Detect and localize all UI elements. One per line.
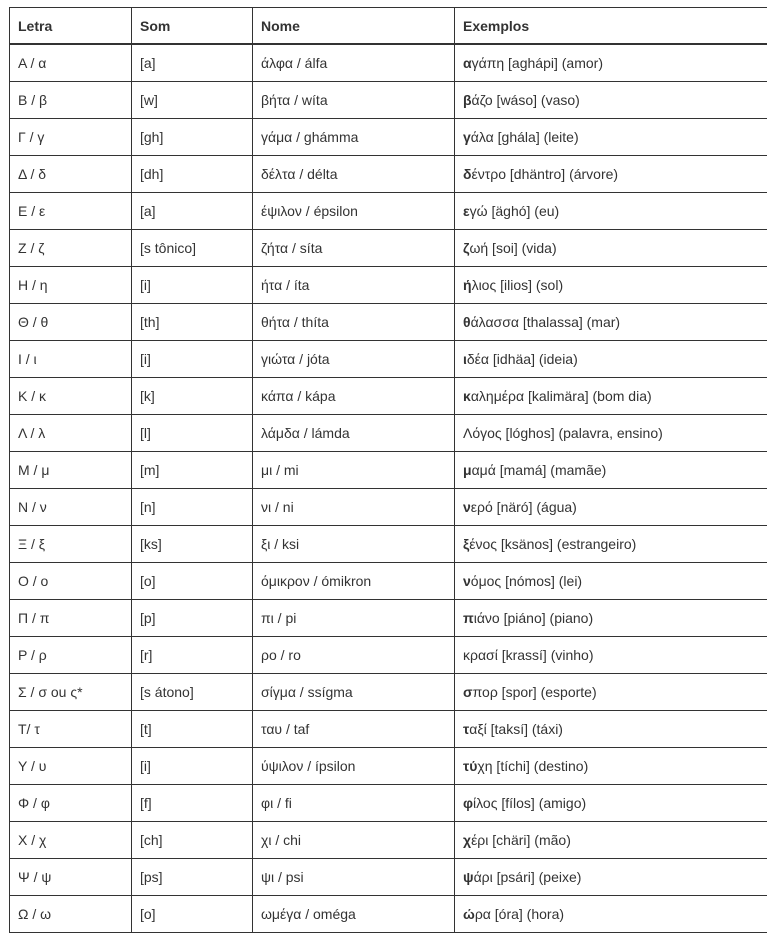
- example-pronunciation-meaning: [óra] (hora): [490, 906, 565, 922]
- cell-exemplo: [455, 341, 767, 378]
- example-bold-letter: ζ: [463, 240, 470, 256]
- cell-letra: Η / η: [10, 267, 132, 304]
- cell-exemplo: [455, 230, 767, 267]
- table-row: [10, 378, 767, 415]
- cell-letra: Χ / χ: [10, 822, 132, 859]
- cell-exemplo: [455, 748, 767, 785]
- cell-exemplo: [455, 378, 767, 415]
- cell-nome: άλφα / álfa: [253, 44, 455, 82]
- example-pronunciation-meaning: [lóghos] (palavra, ensino): [501, 425, 663, 441]
- example-bold-letter: μ: [463, 462, 472, 478]
- example-bold-letter: β: [463, 92, 472, 108]
- example-word: δέα: [466, 351, 490, 367]
- table-row: [10, 748, 767, 785]
- example-bold-letter: σ: [463, 684, 473, 700]
- cell-exemplo: [455, 859, 767, 896]
- table-row: [10, 563, 767, 600]
- example-pronunciation-meaning: [nómos] (lei): [501, 573, 583, 589]
- example-word: ωή: [469, 240, 489, 256]
- cell-som: [o]: [132, 896, 253, 933]
- example-pronunciation-meaning: [piáno] (piano): [499, 610, 594, 626]
- cell-letra: Ρ / ρ: [10, 637, 132, 674]
- table-row: [10, 600, 767, 637]
- cell-nome: ρο / ro: [253, 637, 455, 674]
- table-row: [10, 119, 767, 156]
- example-word: ένος: [469, 536, 498, 552]
- cell-letra: Ω / ω: [10, 896, 132, 933]
- cell-som: [n]: [132, 489, 253, 526]
- table-row: [10, 415, 767, 452]
- cell-letra: Θ / θ: [10, 304, 132, 341]
- example-bold-letter: ε: [463, 203, 470, 219]
- example-pronunciation-meaning: [ilios] (sol): [496, 277, 564, 293]
- example-pronunciation-meaning: [näró] (água): [492, 499, 577, 515]
- cell-exemplo: [455, 156, 767, 193]
- cell-exemplo: [455, 526, 767, 563]
- example-word: αμά: [471, 462, 496, 478]
- cell-som: [a]: [132, 44, 253, 82]
- table-row: [10, 489, 767, 526]
- cell-exemplo: [455, 82, 767, 119]
- cell-som: [r]: [132, 637, 253, 674]
- example-pronunciation-meaning: [taksí] (táxi): [486, 721, 563, 737]
- cell-nome: όμικρον / ómikron: [253, 563, 455, 600]
- header-som: Som: [132, 8, 253, 45]
- cell-som: [s átono]: [132, 674, 253, 711]
- table-row: [10, 267, 767, 304]
- cell-exemplo: [455, 563, 767, 600]
- cell-exemplo: [455, 304, 767, 341]
- example-pronunciation-meaning: [ghála] (leite): [493, 129, 579, 145]
- cell-exemplo: [455, 822, 767, 859]
- cell-som: [gh]: [132, 119, 253, 156]
- cell-exemplo: [455, 267, 767, 304]
- cell-som: [dh]: [132, 156, 253, 193]
- alphabet-table-container: [9, 7, 767, 933]
- cell-letra: Λ / λ: [10, 415, 132, 452]
- cell-nome: λάμδα / lámda: [253, 415, 455, 452]
- example-word: κρασί: [463, 647, 498, 663]
- cell-letra: Κ / κ: [10, 378, 132, 415]
- example-word: άλα: [470, 129, 494, 145]
- example-bold-letter: ψ: [463, 869, 474, 885]
- example-word: άζο: [471, 92, 493, 108]
- example-pronunciation-meaning: [wáso] (vaso): [492, 92, 580, 108]
- example-pronunciation-meaning: [dhäntro] (árvore): [506, 166, 619, 182]
- example-pronunciation-meaning: [chäri] (mão): [488, 832, 571, 848]
- example-pronunciation-meaning: [aghápi] (amor): [504, 55, 603, 71]
- example-bold-letter: κ: [463, 388, 471, 404]
- example-bold-letter: α: [463, 55, 472, 71]
- example-bold-letter: θ: [463, 314, 471, 330]
- table-row: [10, 822, 767, 859]
- example-bold-letter: ν: [463, 573, 471, 589]
- cell-letra: Μ / μ: [10, 452, 132, 489]
- cell-nome: ταυ / taf: [253, 711, 455, 748]
- example-word: Λόγος: [463, 425, 502, 441]
- cell-som: [k]: [132, 378, 253, 415]
- cell-som: [ch]: [132, 822, 253, 859]
- example-word: λιος: [471, 277, 497, 293]
- example-word: ιάνο: [473, 610, 500, 626]
- table-row: [10, 230, 767, 267]
- table-body: [10, 44, 767, 933]
- example-bold-letter: ν: [463, 499, 471, 515]
- cell-nome: βήτα / wíta: [253, 82, 455, 119]
- cell-letra: Α / α: [10, 44, 132, 82]
- cell-som: [w]: [132, 82, 253, 119]
- example-bold-letter: ώ: [463, 906, 475, 922]
- example-word: αξί: [469, 721, 487, 737]
- example-pronunciation-meaning: [soi] (vida): [488, 240, 557, 256]
- header-exemplos: Exemplos: [455, 8, 767, 45]
- cell-letra: Π / π: [10, 600, 132, 637]
- example-pronunciation-meaning: [mamá] (mamãe): [495, 462, 607, 478]
- cell-nome: νι / ni: [253, 489, 455, 526]
- table-row: [10, 304, 767, 341]
- cell-letra: Υ / υ: [10, 748, 132, 785]
- table-row: [10, 711, 767, 748]
- cell-nome: ξι / ksi: [253, 526, 455, 563]
- cell-exemplo: [455, 119, 767, 156]
- cell-nome: γάμα / ghámma: [253, 119, 455, 156]
- cell-nome: ψι / psi: [253, 859, 455, 896]
- table-row: [10, 193, 767, 230]
- cell-exemplo: [455, 674, 767, 711]
- example-word: ερό: [470, 499, 493, 515]
- example-word: ίλος: [473, 795, 498, 811]
- cell-exemplo: [455, 711, 767, 748]
- cell-som: [m]: [132, 452, 253, 489]
- cell-letra: Ψ / ψ: [10, 859, 132, 896]
- table-row: [10, 44, 767, 82]
- cell-exemplo: [455, 415, 767, 452]
- table-row: [10, 341, 767, 378]
- cell-letra: Ζ / ζ: [10, 230, 132, 267]
- example-word: γάπη: [471, 55, 505, 71]
- example-word: όμος: [470, 573, 502, 589]
- cell-letra: Ν / ν: [10, 489, 132, 526]
- example-bold-letter: ξ: [463, 536, 470, 552]
- cell-nome: μι / mi: [253, 452, 455, 489]
- cell-letra: Τ/ τ: [10, 711, 132, 748]
- cell-exemplo: [455, 896, 767, 933]
- example-word: έντρο: [471, 166, 507, 182]
- cell-nome: γιώτα / jóta: [253, 341, 455, 378]
- example-pronunciation-meaning: [ksänos] (estrangeiro): [497, 536, 637, 552]
- cell-nome: θήτα / thíta: [253, 304, 455, 341]
- example-bold-letter: ή: [463, 277, 472, 293]
- example-bold-letter: ι: [463, 351, 467, 367]
- cell-nome: ζήτα / síta: [253, 230, 455, 267]
- cell-nome: κάπα / kápa: [253, 378, 455, 415]
- cell-letra: Γ / γ: [10, 119, 132, 156]
- example-bold-letter: χ: [463, 832, 472, 848]
- cell-som: [ks]: [132, 526, 253, 563]
- greek-alphabet-table: [9, 7, 767, 933]
- table-row: [10, 526, 767, 563]
- example-pronunciation-meaning: [spor] (esporte): [497, 684, 597, 700]
- cell-letra: Ι / ι: [10, 341, 132, 378]
- cell-som: [s tônico]: [132, 230, 253, 267]
- cell-letra: Ε / ε: [10, 193, 132, 230]
- cell-exemplo: [455, 637, 767, 674]
- example-bold-letter: π: [463, 610, 474, 626]
- example-pronunciation-meaning: [fílos] (amigo): [497, 795, 587, 811]
- cell-som: [l]: [132, 415, 253, 452]
- cell-nome: χι / chi: [253, 822, 455, 859]
- example-word: γώ: [469, 203, 488, 219]
- cell-som: [ps]: [132, 859, 253, 896]
- example-bold-letter: γ: [463, 129, 471, 145]
- cell-exemplo: [455, 600, 767, 637]
- cell-nome: ωμέγα / oméga: [253, 896, 455, 933]
- cell-exemplo: [455, 785, 767, 822]
- example-word: έρι: [471, 832, 489, 848]
- cell-exemplo: [455, 44, 767, 82]
- example-bold-letter: τ: [463, 721, 470, 737]
- header-nome: Nome: [253, 8, 455, 45]
- example-word: άλασσα: [470, 314, 519, 330]
- table-row: [10, 674, 767, 711]
- cell-nome: δέλτα / délta: [253, 156, 455, 193]
- cell-nome: σίγμα / ssígma: [253, 674, 455, 711]
- cell-nome: φι / fi: [253, 785, 455, 822]
- cell-som: [f]: [132, 785, 253, 822]
- cell-nome: ήτα / íta: [253, 267, 455, 304]
- cell-nome: πι / pi: [253, 600, 455, 637]
- example-bold-letter: τύ: [463, 758, 478, 774]
- example-word: αλημέρα: [470, 388, 525, 404]
- cell-letra: Ο / ο: [10, 563, 132, 600]
- cell-nome: ύψιλον / ípsilon: [253, 748, 455, 785]
- table-row: [10, 859, 767, 896]
- example-bold-letter: φ: [463, 795, 474, 811]
- table-header-row: [10, 8, 767, 45]
- cell-letra: Ξ / ξ: [10, 526, 132, 563]
- cell-exemplo: [455, 452, 767, 489]
- example-pronunciation-meaning: [thalassa] (mar): [518, 314, 621, 330]
- cell-som: [th]: [132, 304, 253, 341]
- table-row: [10, 637, 767, 674]
- table-row: [10, 896, 767, 933]
- header-letra: Letra: [10, 8, 132, 45]
- example-pronunciation-meaning: [krassí] (vinho): [497, 647, 594, 663]
- table-row: [10, 82, 767, 119]
- example-bold-letter: δ: [463, 166, 472, 182]
- example-pronunciation-meaning: [idhäa] (ideia): [489, 351, 578, 367]
- example-word: άρι: [473, 869, 493, 885]
- example-pronunciation-meaning: [äghó] (eu): [487, 203, 560, 219]
- example-word: χη: [477, 758, 493, 774]
- table-row: [10, 156, 767, 193]
- cell-letra: Φ / φ: [10, 785, 132, 822]
- cell-letra: Δ / δ: [10, 156, 132, 193]
- cell-som: [p]: [132, 600, 253, 637]
- cell-som: [t]: [132, 711, 253, 748]
- table-row: [10, 785, 767, 822]
- cell-som: [i]: [132, 748, 253, 785]
- cell-som: [a]: [132, 193, 253, 230]
- cell-som: [i]: [132, 341, 253, 378]
- cell-letra: Σ / σ ou ς*: [10, 674, 132, 711]
- cell-exemplo: [455, 193, 767, 230]
- cell-letra: Β / β: [10, 82, 132, 119]
- cell-exemplo: [455, 489, 767, 526]
- table-row: [10, 452, 767, 489]
- example-word: ρα: [474, 906, 491, 922]
- cell-som: [o]: [132, 563, 253, 600]
- cell-nome: έψιλον / épsilon: [253, 193, 455, 230]
- cell-som: [i]: [132, 267, 253, 304]
- example-pronunciation-meaning: [kalimära] (bom dia): [524, 388, 652, 404]
- example-pronunciation-meaning: [tíchi] (destino): [492, 758, 589, 774]
- example-pronunciation-meaning: [psári] (peixe): [492, 869, 582, 885]
- example-word: πορ: [472, 684, 498, 700]
